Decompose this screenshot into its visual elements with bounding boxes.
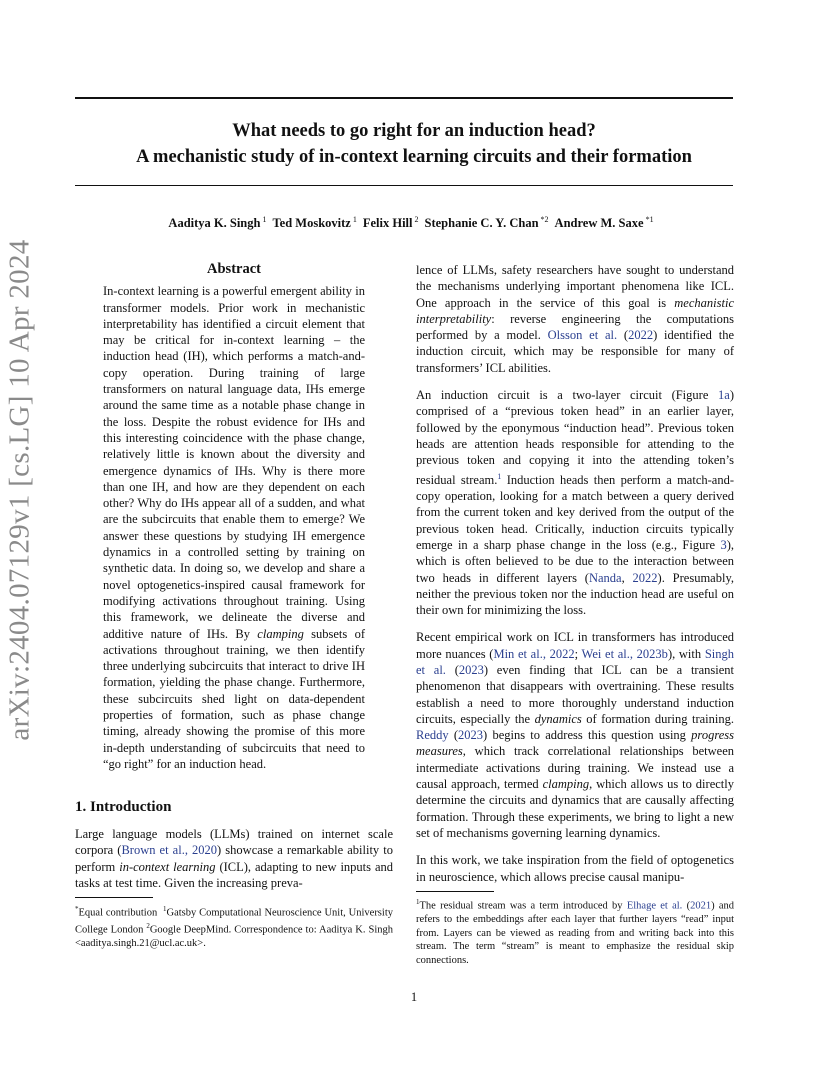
author-name: Ted Moskovitz: [272, 216, 351, 231]
arxiv-stamp-text: arXiv:2404.07129v1 [cs.LG] 10 Apr 2024: [3, 239, 36, 741]
title-bottom-rule: [75, 185, 733, 186]
author-affiliation-mark: 2: [414, 215, 419, 224]
paper-title: [0, 118, 828, 170]
body-paragraph: An induction circuit is a two-layer circuit (Figure 1a) comprised of a “previous token head” in an earlier layer, followed by the eponymous “induction head”. Previous token heads are attention heads responsible for attending to the previous token and copying it into the attending token’s residual stream.$^1$ Induction heads then perform a match-and-copy operation, looking for a match between a query derived from the current token and key derived from the output of the previous token head. Critically, induction circuits typically emerge in a sharp phase change in the loss (e.g., Figure 3), which is often believed to be due to the interaction between two heads in different layers (Nanda, 2022). Presumably, neither the previous token nor the induction head are useful on their own for minimizing the loss.: [416, 388, 735, 618]
author-name: Felix Hill: [362, 216, 413, 231]
author-affiliation-mark: *1: [645, 215, 654, 224]
residual-stream-footnote: $^1$The residual stream was a term introduced by Elhage et al. (2021) and refers to the embeddings after each layer that further layers “read” input from. Layers can be viewed as reading from and writing back into this stream. The term “stream” is meant to emphasize the residual skip connections.: [416, 898, 734, 966]
body-paragraph: Recent empirical work on ICL in transformers has introduced more nuances (Min et al., 2022; Wei et al., 2023b), with Singh et al. (2023) even finding that ICL can be a transient phenomenon that disappears with overtraining. These results establish a need to more thoroughly understand induction circuits, especially the dynamics of formation during training. Reddy (2023) begins to address this question using progress measures, which track correlational relationships between intermediate activations during training. We instead use a causal approach, termed clamping, which allows us to directly determine the circuits and dynamics that are causally affecting formation. Through these experiments, we bring to light a new set of mechanisms governing learning dynamics.: [416, 630, 735, 840]
intro-paragraph-1: [75, 826, 393, 891]
title-top-rule: [75, 97, 733, 99]
author-affiliation-mark: *2: [540, 215, 549, 224]
abstract-heading: Abstract: [207, 261, 261, 277]
body-paragraph: lence of LLMs, safety researchers have sought to understand the mechanisms underlying important phenomena like ICL. One approach in the service of this goal is mechanistic interpretability: reverse engineering the computations performed by a model. Olsson et al. (2022) identified the induction circuit, which may be responsible for many of transformers’ ICL abilities.: [416, 263, 734, 375]
introduction-heading: 1. Introduction: [75, 799, 172, 815]
affiliation-footnote: *Equal contribution $^1$Gatsby Computational Neuroscience Unit, University College London $^2$Google DeepMind. Correspondence to: Aaditya K. Singh <aaditya.singh.21@ucl.ac.uk>.: [75, 905, 394, 949]
left-footnote-rule: [75, 897, 153, 898]
abstract-section: [103, 261, 365, 772]
author-name: Andrew M. Saxe: [554, 216, 644, 231]
author-name: Stephanie C. Y. Chan: [424, 216, 539, 231]
title-line-1: What needs to go right for an induction head?: [232, 121, 596, 141]
intro-paragraph-1-text: Large language models (LLMs) trained on internet scale corpora (Brown et al., 2020) showcase a remarkable ability to perform in-context learning (ICL), adapting to new inputs and tasks at test time. Given the increasing preva-: [75, 827, 393, 890]
author-affiliation-mark: 1: [262, 215, 267, 224]
abstract-text: In-context learning is a powerful emergent ability in transformer models. Prior work in mechanistic interpretability has identified a circuit element that may be critical for in-context learning – the induction head (IH), which performs a match-and-copy operation. During training of large transformers on natural language data, IHs emerge around the same time as a notable phase change in the loss. Despite the robust evidence for IHs and this interesting coincidence with the phase change, relatively little is known about the diversity and emergence dynamics of IHs. Why is there more than one IH, and how are they dependent on each other? Why do IHs appear all of a sudden, and what are the subcircuits that enable them to emerge? We answer these questions by studying IH emergence dynamics in a controlled setting by training on synthetic data. In doing so, we develop and share a novel optogenetics-inspired causal framework for modifying activations throughout training. Using this framework, we delineate the diverse and additive nature of IHs. By clamping subsets of activations throughout training, we then identify three underlying subcircuits that interact to drive IH formation, yielding the phase change. Furthermore, these subcircuits shed light on data-dependent properties of formation, such as phase change timing, already showing the promise of this more in-depth understanding of subcircuits that need to “go right” for an induction head.: [103, 284, 365, 771]
body-paragraph: In this work, we take inspiration from the field of optogenetics in neuroscience, which allows precise causal manipu-: [416, 853, 734, 884]
right-footnote-rule: [416, 891, 494, 892]
author-list: [0, 215, 828, 231]
page-number: 1: [410, 990, 418, 1004]
title-line-2: A mechanistic study of in-context learning circuits and their formation: [136, 147, 692, 167]
author-name: Aaditya K. Singh: [168, 216, 261, 231]
author-affiliation-mark: 1: [352, 215, 357, 224]
right-column-body: [416, 262, 734, 896]
